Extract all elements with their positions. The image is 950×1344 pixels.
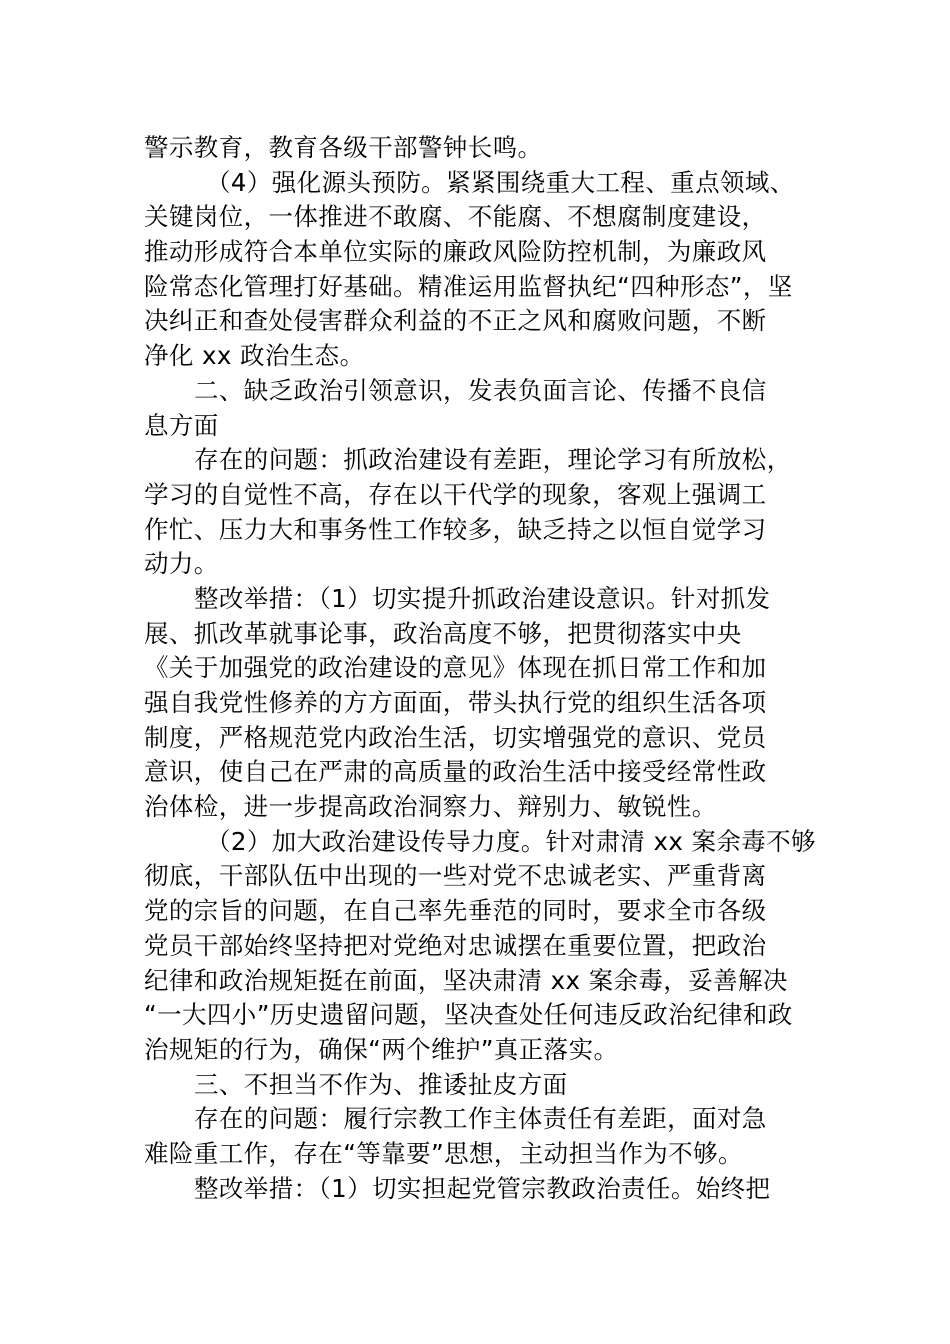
paragraph-line: 动力。: [144, 549, 219, 579]
paragraph-line: 整改举措：（1）切实担起党管宗教政治责任。始终把: [194, 1173, 771, 1203]
paragraph-line: 决纠正和查处侵害群众利益的不正之风和腐败问题，不断: [144, 306, 767, 336]
paragraph-line: 展、抓改革就事论事，政治高度不够，把贯彻落实中央: [144, 618, 742, 648]
paragraph-line: 险常态化管理打好基础。精准运用监督执纪“四种形态”，坚: [144, 271, 793, 301]
paragraph-line: 强自我党性修养的方方面面，带头执行党的组织生活各项: [144, 688, 767, 717]
paragraph-line: （2）加大政治建设传导力度。针对肃清 xx 案余毒不够: [206, 826, 816, 856]
paragraph-line: 意识，使自己在严肃的高质量的政治生活中接受经常性政: [144, 757, 767, 787]
paragraph-line: 整改举措：（1）切实提升抓政治建设意识。针对抓发: [194, 583, 771, 613]
paragraph-line: “一大四小”历史遗留问题，坚决查处任何违反政治纪律和政: [144, 1000, 793, 1030]
paragraph-line: 《关于加强党的政治建设的意见》体现在抓日常工作和加: [144, 653, 767, 683]
paragraph-line: 作忙、压力大和事务性工作较多，缺乏持之以恒自觉学习: [144, 514, 767, 544]
paragraph-line: 存在的问题：抓政治建设有差距，理论学习有所放松，: [194, 445, 792, 475]
paragraph-line: 党的宗旨的问题，在自己率先垂范的同时，要求全市各级: [144, 896, 767, 926]
paragraph-line: 制度，严格规范党内政治生活，切实增强党的意识、党员: [144, 722, 767, 752]
paragraph-line: 彻底，干部队伍中出现的一些对党不忠诚老实、严重背离: [144, 861, 767, 891]
paragraph-line: 难险重工作，存在“等靠要”思想，主动担当作为不够。: [144, 1138, 743, 1168]
paragraph-line: （4）强化源头预防。紧紧围绕重大工程、重点领域、: [206, 167, 795, 197]
paragraph-line: 学习的自觉性不高，存在以干代学的现象，客观上强调工: [144, 479, 767, 509]
document-body: [144, 131, 816, 1206]
paragraph-line: 治体检，进一步提高政治洞察力、辩别力、敏锐性。: [144, 792, 717, 822]
paragraph-line: 净化 xx 政治生态。: [144, 341, 365, 371]
paragraph-line: 纪律和政治规矩挺在前面，坚决肃清 xx 案余毒，妥善解决: [144, 965, 788, 995]
section-heading: 二、缺乏政治引领意识，发表负面言论、传播不良信: [194, 375, 767, 405]
paragraph-line: 治规矩的行为，确保“两个维护”真正落实。: [144, 1034, 619, 1064]
section-heading: 息方面: [144, 410, 219, 440]
paragraph-line: 存在的问题：履行宗教工作主体责任有差距，面对急: [194, 1104, 767, 1134]
paragraph-line: 推动形成符合本单位实际的廉政风险防控机制，为廉政风: [144, 237, 767, 267]
paragraph-line: 关键岗位，一体推进不敢腐、不能腐、不想腐制度建设，: [144, 202, 767, 232]
paragraph-line: 警示教育，教育各级干部警钟长鸣。: [144, 133, 543, 162]
paragraph-line: 党员干部始终坚持把对党绝对忠诚摆在重要位置，把政治: [144, 930, 767, 960]
section-heading: 三、不担当不作为、推诿扯皮方面: [194, 1069, 568, 1099]
